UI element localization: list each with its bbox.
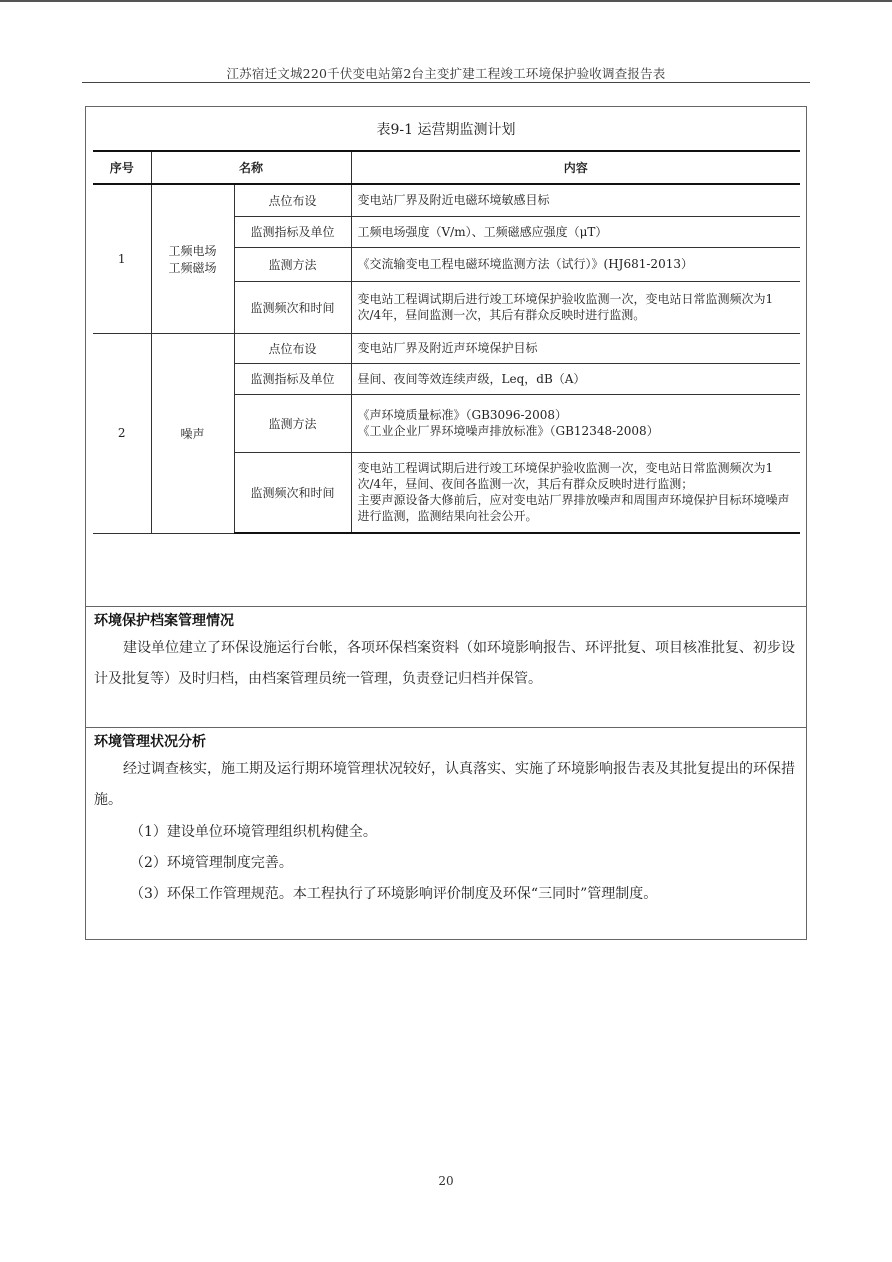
page-header: 江苏宿迁文城220千伏变电站第2台主变扩建工程竣工环境保护验收调查报告表 [226, 66, 666, 81]
management-paragraph [94, 754, 804, 816]
section-divider [86, 606, 806, 607]
monitor-content: 昼间、夜间等效连续声级，Leq，dB（A） [351, 363, 800, 394]
monitor-item: 监测方法 [234, 394, 351, 452]
archive-body: 建设单位建立了环保设施运行台帐，各项环保档案资料（如环境影响报告、环评批复、项目核准批复、初步设计及批复等）及时归档，由档案管理员统一管理，负责登记归档并保管。 [94, 640, 795, 687]
archive-paragraph [94, 633, 804, 695]
col-header-no: 序号 [93, 151, 151, 184]
table-row [93, 333, 800, 363]
section-divider [86, 727, 806, 728]
header-rule [82, 82, 810, 83]
category-line: 工频磁场 [168, 260, 217, 275]
category-line: 噪声 [180, 426, 205, 441]
col-header-name: 名称 [151, 151, 351, 184]
table-title: 表9-1 运营期监测计划 [376, 122, 516, 138]
content-line: 《声环境质量标准》（GB3096-2008） [357, 408, 568, 422]
monitor-item: 监测频次和时间 [234, 452, 351, 533]
monitor-item: 点位布设 [234, 333, 351, 363]
management-item: （2）环境管理制度完善。 [130, 855, 293, 871]
management-section-title: 环境管理状况分析 [94, 734, 206, 750]
monitor-content: 变电站厂界及附近电磁环境敏感目标 [351, 184, 800, 216]
row-number: 2 [93, 333, 151, 533]
content-line: 变电站工程调试期后进行竣工环境保护验收监测一次，变电站日常监测频次为1次/4年，昼间、夜间各监测一次，其后有群众反映时进行监测； [357, 461, 774, 492]
monitor-content [351, 452, 800, 533]
page-number: 20 [438, 1174, 454, 1188]
archive-section-title: 环境保护档案管理情况 [94, 613, 234, 629]
monitoring-plan-table [93, 150, 800, 534]
monitor-content: 工频电场强度（V/m）、工频磁感应强度（μT） [351, 216, 800, 247]
col-header-content: 内容 [351, 151, 800, 184]
page-top-border [0, 0, 892, 2]
monitor-item: 监测指标及单位 [234, 216, 351, 247]
monitor-item: 监测频次和时间 [234, 281, 351, 333]
category-line: 工频电场 [168, 243, 217, 258]
table-row [93, 184, 800, 216]
monitor-item: 点位布设 [234, 184, 351, 216]
management-body: 经过调查核实，施工期及运行期环境管理状况较好，认真落实、实施了环境影响报告表及其批复提出的环保措施。 [94, 761, 795, 808]
content-line: 主要声源设备大修前后，应对变电站厂界排放噪声和周围声环境保护目标环境噪声进行监测，监测结果向社会公开。 [357, 493, 790, 524]
content-line: 《工业企业厂界环境噪声排放标准》（GB12348-2008） [357, 424, 659, 438]
monitor-item: 监测指标及单位 [234, 363, 351, 394]
management-item: （1）建设单位环境管理组织机构健全。 [130, 824, 377, 840]
monitor-content: 变电站工程调试期后进行竣工环境保护验收监测一次，变电站日常监测频次为1次/4年，昼间监测一次，其后有群众反映时进行监测。 [351, 281, 800, 333]
management-item: （3）环保工作管理规范。本工程执行了环境影响评价制度及环保“三同时”管理制度。 [130, 886, 658, 902]
monitor-category [151, 333, 234, 533]
monitor-content [351, 394, 800, 452]
monitor-category [151, 184, 234, 333]
row-number: 1 [93, 184, 151, 333]
monitor-content: 《交流输变电工程电磁环境监测方法（试行）》(HJ681-2013） [351, 247, 800, 281]
table-header-row [93, 151, 800, 184]
monitor-content: 变电站厂界及附近声环境保护目标 [351, 333, 800, 363]
monitor-item: 监测方法 [234, 247, 351, 281]
